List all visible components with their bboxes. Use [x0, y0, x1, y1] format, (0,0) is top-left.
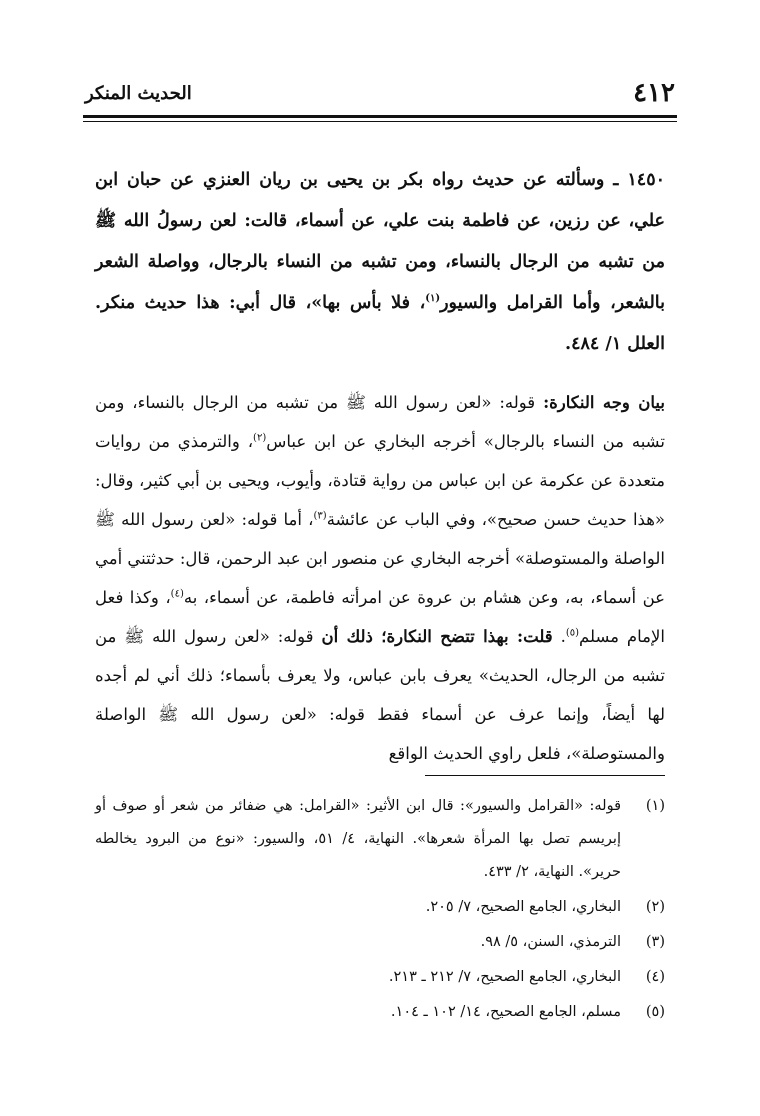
footnote-item [95, 961, 665, 994]
qult-statement: قلت: بهذا تتضح النكارة؛ ذلك أن [321, 627, 553, 646]
running-title: الحديث المنكر [85, 83, 192, 104]
footnote-separator [425, 775, 665, 776]
hadith-text-continued: ، فلا بأس بها»، قال أبي: هذا حديث منكر. العلل ١/ ٤٨٤. [95, 293, 665, 354]
footnote-number: (٤) [645, 969, 665, 985]
footnote-item [95, 926, 665, 959]
footnotes [95, 790, 665, 1031]
footnote-number: (٣) [645, 934, 665, 950]
explanation-text: قوله: «لعن رسول الله ﷺ من تشبه من الرجال، الحديث» يعرف بابن عباس، ولا يعرف بأسماء؛ ذلك أني لم أجده لها أيضاً، وإنما عرف عن أسماء فقط قوله: «لعن رسول الله ﷺ الواصلة والمستوصلة»، فلعل راوي الحديث الواقع [95, 627, 665, 763]
explanation-text: ، أما قوله: «لعن رسول الله ﷺ الواصلة والمستوصلة» أخرجه البخاري عن منصور ابن عبد الرحمن، قال: حدثتني أمي عن أسماء، به، وعن هشام بن عروة عن امرأته فاطمة، عن أسماء، به [95, 510, 665, 607]
explanation-text: . [552, 627, 566, 646]
footnote-marker: (٢) [253, 432, 267, 444]
footnote-item [95, 790, 665, 889]
footnote-text: الترمذي، السنن، ٥/ ٩٨. [480, 934, 621, 950]
header-rule-thin [83, 121, 677, 122]
explanation-text: قوله: «لعن رسول الله ﷺ من تشبه من الرجال بالنساء، ومن تشبه من النساء بالرجال» أخرجه البخاري عن ابن عباس [95, 393, 665, 451]
footnote-item [95, 891, 665, 924]
footnote-text: البخاري، الجامع الصحيح، ٧/ ٢١٢ ـ ٢١٣. [388, 969, 621, 985]
page-number: ٤١٢ [633, 78, 675, 108]
footnote-marker: (٥) [565, 627, 580, 639]
page-header [85, 78, 675, 112]
footnote-number: (١) [645, 798, 665, 814]
hadith-text: ١٤٥٠ ـ وسألته عن حديث رواه بكر بن يحيى بن ريان العنزي عن حبان ابن علي، عن رزين، عن فاطمة بنت علي، عن أسماء، قالت: لعن رسولُ الله ﷺ من تشبه من الرجال بالنساء، ومن تشبه من النساء بالرجال، وواصلة الشعر بالشعر، وأما القرامل والسيور [95, 170, 665, 313]
footnote-text: قوله: «القرامل والسيور»: قال ابن الأثير: «القرامل: هي ضفائر من شعر أو صوف أو إبريسم تصل بها المرأة شعرها». النهاية، ٤/ ٥١، والسيور: «نوع من البرود يخالطه حرير». النهاية، ٢/ ٤٣٣. [95, 798, 621, 880]
footnote-item [95, 996, 665, 1029]
footnote-text: البخاري، الجامع الصحيح، ٧/ ٢٠٥. [425, 899, 621, 915]
explanation-paragraph [95, 383, 665, 773]
main-text [95, 160, 665, 773]
explanation-heading: بيان وجه النكارة: [543, 393, 665, 412]
explanation-text: ، وكذا فعل الإمام مسلم [95, 588, 665, 646]
hadith-paragraph [95, 160, 665, 365]
footnote-marker: (٤) [170, 588, 184, 600]
footnote-number: (٢) [645, 899, 665, 915]
footnote-marker: (٣) [313, 510, 327, 522]
explanation-text: ، والترمذي من روايات متعددة عن عكرمة عن ابن عباس من رواية قتادة، وأيوب، ويحيى بن أبي كثير، وقال: «هذا حديث حسن صحيح»، وفي الباب عن عائشة [95, 432, 666, 529]
footnote-number: (٥) [645, 1004, 665, 1020]
footnote-text: مسلم، الجامع الصحيح، ١٤/ ١٠٢ ـ ١٠٤. [390, 1004, 621, 1020]
header-rule-thick [83, 115, 677, 118]
footnote-marker: (١) [425, 293, 441, 305]
